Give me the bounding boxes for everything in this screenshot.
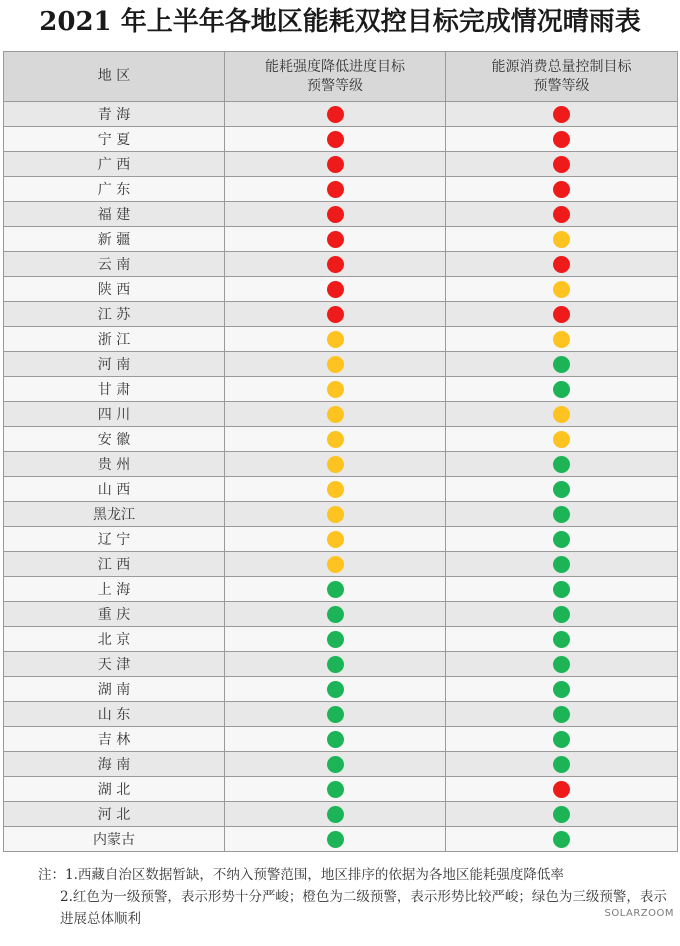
total-level-cell — [446, 427, 678, 452]
region-name: 云 南 — [97, 257, 131, 273]
region-name: 四 川 — [97, 407, 131, 423]
green-warning-dot — [327, 806, 344, 823]
total-level-cell — [446, 602, 678, 627]
green-warning-dot — [553, 681, 570, 698]
intensity-level-cell — [225, 677, 446, 702]
region-name: 陕 西 — [97, 282, 131, 298]
red-warning-dot — [327, 156, 344, 173]
green-warning-dot — [327, 681, 344, 698]
red-warning-dot — [327, 181, 344, 198]
region-name: 海 南 — [97, 757, 131, 773]
region-cell — [4, 352, 225, 377]
region-name: 上 海 — [97, 582, 131, 598]
total-level-cell — [446, 277, 678, 302]
page-title: 2021 年上半年各地区能耗双控目标完成情况晴雨表 — [39, 7, 641, 37]
table-header-row — [4, 52, 678, 102]
table-row — [4, 202, 678, 227]
table-row — [4, 327, 678, 352]
orange-warning-dot — [327, 556, 344, 573]
total-level-cell — [446, 202, 678, 227]
region-cell — [4, 752, 225, 777]
region-name: 山 西 — [97, 482, 131, 498]
region-cell — [4, 302, 225, 327]
green-warning-dot — [553, 481, 570, 498]
region-cell — [4, 502, 225, 527]
total-level-cell — [446, 177, 678, 202]
header-region — [4, 52, 225, 102]
total-level-cell — [446, 627, 678, 652]
table-row — [4, 152, 678, 177]
intensity-level-cell — [225, 552, 446, 577]
intensity-level-cell — [225, 327, 446, 352]
total-level-cell — [446, 127, 678, 152]
region-cell — [4, 477, 225, 502]
green-warning-dot — [553, 756, 570, 773]
intensity-level-cell — [225, 577, 446, 602]
intensity-level-cell — [225, 377, 446, 402]
orange-warning-dot — [327, 331, 344, 348]
header-intensity — [225, 52, 446, 102]
region-cell — [4, 152, 225, 177]
orange-warning-dot — [553, 231, 570, 248]
red-warning-dot — [553, 256, 570, 273]
region-cell — [4, 702, 225, 727]
intensity-level-cell — [225, 802, 446, 827]
red-warning-dot — [553, 106, 570, 123]
green-warning-dot — [553, 531, 570, 548]
red-warning-dot — [327, 256, 344, 273]
green-warning-dot — [553, 581, 570, 598]
region-name: 湖 北 — [97, 782, 131, 798]
green-warning-dot — [553, 606, 570, 623]
green-warning-dot — [553, 456, 570, 473]
total-level-cell — [446, 652, 678, 677]
table-row — [4, 427, 678, 452]
region-name: 黑龙江 — [93, 507, 135, 523]
region-name: 甘 肃 — [97, 382, 131, 398]
region-cell — [4, 452, 225, 477]
region-name: 内蒙古 — [93, 832, 135, 848]
region-name: 广 东 — [97, 182, 131, 198]
intensity-level-cell — [225, 527, 446, 552]
intensity-level-cell — [225, 252, 446, 277]
red-warning-dot — [553, 306, 570, 323]
region-cell — [4, 277, 225, 302]
table-row — [4, 727, 678, 752]
region-name: 新 疆 — [97, 232, 131, 248]
total-level-cell — [446, 552, 678, 577]
intensity-level-cell — [225, 777, 446, 802]
total-level-cell — [446, 502, 678, 527]
orange-warning-dot — [327, 506, 344, 523]
header-total — [446, 52, 678, 102]
total-level-cell — [446, 252, 678, 277]
red-warning-dot — [553, 206, 570, 223]
intensity-level-cell — [225, 277, 446, 302]
orange-warning-dot — [327, 431, 344, 448]
red-warning-dot — [327, 206, 344, 223]
intensity-level-cell — [225, 152, 446, 177]
intensity-level-cell — [225, 352, 446, 377]
intensity-level-cell — [225, 827, 446, 852]
table-row — [4, 377, 678, 402]
red-warning-dot — [553, 781, 570, 798]
region-name: 江 苏 — [97, 307, 131, 323]
table-row — [4, 827, 678, 852]
green-warning-dot — [327, 631, 344, 648]
warning-table — [3, 51, 678, 852]
region-name: 浙 江 — [97, 332, 131, 348]
table-row — [4, 552, 678, 577]
intensity-level-cell — [225, 452, 446, 477]
region-name: 天 津 — [97, 657, 131, 673]
intensity-level-cell — [225, 627, 446, 652]
region-name: 青 海 — [97, 107, 131, 123]
total-level-cell — [446, 477, 678, 502]
green-warning-dot — [553, 731, 570, 748]
region-cell — [4, 677, 225, 702]
region-name: 北 京 — [97, 632, 131, 648]
total-level-cell — [446, 827, 678, 852]
green-warning-dot — [327, 606, 344, 623]
region-cell — [4, 527, 225, 552]
region-cell — [4, 627, 225, 652]
intensity-level-cell — [225, 602, 446, 627]
table-row — [4, 352, 678, 377]
region-name: 河 南 — [97, 357, 131, 373]
intensity-level-cell — [225, 502, 446, 527]
orange-warning-dot — [553, 281, 570, 298]
region-cell — [4, 427, 225, 452]
table-row — [4, 452, 678, 477]
region-cell — [4, 227, 225, 252]
table-row — [4, 302, 678, 327]
green-warning-dot — [327, 756, 344, 773]
table-row — [4, 627, 678, 652]
intensity-level-cell — [225, 702, 446, 727]
total-level-cell — [446, 327, 678, 352]
header-intensity-line2: 预警等级 — [307, 77, 363, 94]
table-row — [4, 477, 678, 502]
region-name: 重 庆 — [97, 607, 131, 623]
region-cell — [4, 827, 225, 852]
orange-warning-dot — [327, 406, 344, 423]
orange-warning-dot — [553, 406, 570, 423]
orange-warning-dot — [327, 456, 344, 473]
red-warning-dot — [553, 131, 570, 148]
total-level-cell — [446, 577, 678, 602]
table-row — [4, 227, 678, 252]
red-warning-dot — [327, 281, 344, 298]
region-name: 湖 南 — [97, 682, 131, 698]
green-warning-dot — [327, 831, 344, 848]
region-cell — [4, 252, 225, 277]
orange-warning-dot — [553, 431, 570, 448]
note-2: 2.红色为一级预警，表示形势十分严峻；橙色为二级预警，表示形势比较严峻；绿色为三级预警，表示进展总体顺利 — [60, 889, 667, 927]
total-level-cell — [446, 752, 678, 777]
table-row — [4, 802, 678, 827]
region-name: 山 东 — [97, 707, 131, 723]
orange-warning-dot — [553, 331, 570, 348]
green-warning-dot — [327, 656, 344, 673]
red-warning-dot — [327, 131, 344, 148]
green-warning-dot — [553, 706, 570, 723]
green-warning-dot — [327, 781, 344, 798]
total-level-cell — [446, 777, 678, 802]
intensity-level-cell — [225, 402, 446, 427]
total-level-cell — [446, 452, 678, 477]
table-row — [4, 702, 678, 727]
intensity-level-cell — [225, 202, 446, 227]
table-row — [4, 277, 678, 302]
green-warning-dot — [553, 356, 570, 373]
green-warning-dot — [327, 731, 344, 748]
header-intensity-line1: 能耗强度降低进度目标 — [265, 58, 405, 75]
green-warning-dot — [327, 581, 344, 598]
green-warning-dot — [553, 506, 570, 523]
table-row — [4, 502, 678, 527]
table-row — [4, 127, 678, 152]
region-cell — [4, 602, 225, 627]
intensity-level-cell — [225, 752, 446, 777]
region-cell — [4, 552, 225, 577]
header-total-line2: 预警等级 — [533, 77, 590, 94]
table-row — [4, 602, 678, 627]
total-level-cell — [446, 352, 678, 377]
green-warning-dot — [553, 806, 570, 823]
region-cell — [4, 802, 225, 827]
total-level-cell — [446, 527, 678, 552]
region-cell — [4, 577, 225, 602]
intensity-level-cell — [225, 477, 446, 502]
region-cell — [4, 177, 225, 202]
table-row — [4, 777, 678, 802]
orange-warning-dot — [327, 481, 344, 498]
region-cell — [4, 327, 225, 352]
green-warning-dot — [553, 381, 570, 398]
region-cell — [4, 377, 225, 402]
watermark-logo: SOLARZOOM — [604, 908, 674, 919]
green-warning-dot — [553, 556, 570, 573]
region-cell — [4, 127, 225, 152]
total-level-cell — [446, 102, 678, 127]
total-level-cell — [446, 677, 678, 702]
header-region-label: 地 区 — [97, 68, 131, 84]
region-cell — [4, 402, 225, 427]
table-row — [4, 752, 678, 777]
green-warning-dot — [553, 831, 570, 848]
red-warning-dot — [327, 231, 344, 248]
intensity-level-cell — [225, 102, 446, 127]
region-name: 广 西 — [97, 157, 131, 173]
region-name: 吉 林 — [97, 732, 131, 748]
total-level-cell — [446, 227, 678, 252]
total-level-cell — [446, 302, 678, 327]
table-row — [4, 677, 678, 702]
region-name: 江 西 — [97, 557, 131, 573]
region-cell — [4, 777, 225, 802]
region-name: 宁 夏 — [97, 132, 131, 148]
green-warning-dot — [327, 706, 344, 723]
region-cell — [4, 727, 225, 752]
table-row — [4, 527, 678, 552]
notes — [38, 864, 678, 930]
note-1: 注：1.西藏自治区数据暂缺，不纳入预警范围，地区排序的依据为各地区能耗强度降低率 — [38, 867, 564, 883]
header-total-line1: 能源消费总量控制目标 — [491, 58, 632, 75]
intensity-level-cell — [225, 177, 446, 202]
table-body — [4, 102, 678, 852]
intensity-level-cell — [225, 652, 446, 677]
intensity-level-cell — [225, 227, 446, 252]
red-warning-dot — [553, 156, 570, 173]
intensity-level-cell — [225, 127, 446, 152]
table-row — [4, 652, 678, 677]
region-name: 安 徽 — [97, 432, 131, 448]
region-cell — [4, 652, 225, 677]
region-name: 贵 州 — [97, 457, 131, 473]
intensity-level-cell — [225, 302, 446, 327]
region-name: 辽 宁 — [97, 532, 131, 548]
region-cell — [4, 202, 225, 227]
table-row — [4, 102, 678, 127]
table-row — [4, 177, 678, 202]
table-row — [4, 402, 678, 427]
region-name: 河 北 — [97, 807, 131, 823]
red-warning-dot — [553, 181, 570, 198]
orange-warning-dot — [327, 531, 344, 548]
total-level-cell — [446, 402, 678, 427]
intensity-level-cell — [225, 427, 446, 452]
red-warning-dot — [327, 306, 344, 323]
orange-warning-dot — [327, 381, 344, 398]
region-cell — [4, 102, 225, 127]
red-warning-dot — [327, 106, 344, 123]
total-level-cell — [446, 802, 678, 827]
green-warning-dot — [553, 656, 570, 673]
total-level-cell — [446, 702, 678, 727]
green-warning-dot — [553, 631, 570, 648]
total-level-cell — [446, 727, 678, 752]
table-row — [4, 577, 678, 602]
total-level-cell — [446, 152, 678, 177]
intensity-level-cell — [225, 727, 446, 752]
total-level-cell — [446, 377, 678, 402]
region-name: 福 建 — [97, 207, 131, 223]
table-row — [4, 252, 678, 277]
orange-warning-dot — [327, 356, 344, 373]
